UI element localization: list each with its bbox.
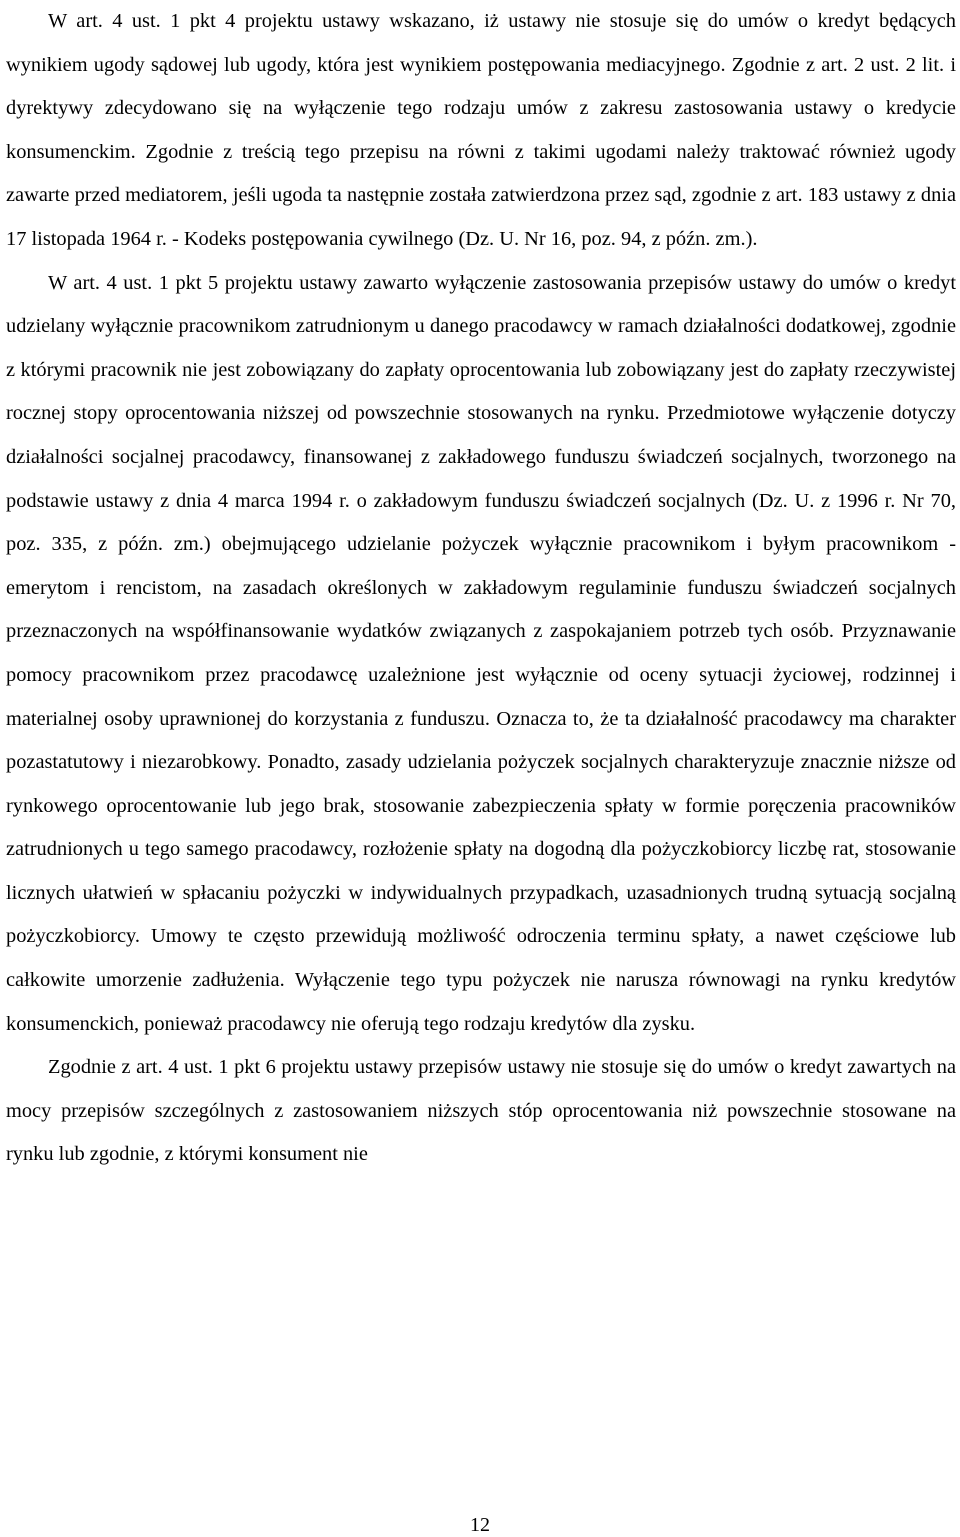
document-page xyxy=(6,0,956,1177)
paragraph-art4-pkt5: W art. 4 ust. 1 pkt 5 projektu ustawy zawarto wyłączenie zastosowania przepisów ustawy do umów o kredyt udzielany wyłącznie pracownikom zatrudnionym u danego pracodawcy w ramach działalności dodatkowej, zgodnie z którymi pracownik nie jest zobowiązany do zapłaty oprocentowania lub zobowiązany jest do zapłaty rzeczywistej rocznej stopy oprocentowania niższej od powszechnie stosowanych na rynku. Przedmiotowe wyłączenie dotyczy działalności socjalnej pracodawcy, finansowanej z zakładowego funduszu świadczeń socjalnych, tworzonego na podstawie ustawy z dnia 4 marca 1994 r. o zakładowym funduszu świadczeń socjalnych (Dz. U. z 1996 r. Nr 70, poz. 335, z późn. zm.) obejmującego udzielanie pożyczek wyłącznie pracownikom i byłym pracownikom - emerytom i rencistom, na zasadach określonych w zakładowym regulaminie funduszu świadczeń socjalnych przeznaczonych na współfinansowanie wydatków związanych z zaspokajaniem potrzeb tych osób. Przyznawanie pomocy pracownikom przez pracodawcę uzależnione jest wyłącznie od oceny sytuacji życiowej, rodzinnej i materialnej osoby uprawnionej do korzystania z funduszu. Oznacza to, że ta działalność pracodawcy ma charakter pozastatutowy i niezarobkowy. Ponadto, zasady udzielania pożyczek socjalnych charakteryzuje znacznie niższe od rynkowego oprocentowanie lub jego brak, stosowanie zabezpieczenia spłaty w formie poręczenia pracowników zatrudnionych u tego samego pracodawcy, rozłożenie spłaty na dogodną dla pożyczkobiorcy liczbę rat, stosowanie licznych ułatwień w spłacaniu pożyczki w indywidualnych przypadkach, uzasadnionych trudną sytuacją socjalną pożyczkobiorcy. Umowy te często przewidują możliwość odroczenia terminu spłaty, a nawet częściowe lub całkowite umorzenie zadłużenia. Wyłączenie tego typu pożyczek nie narusza równowagi na rynku kredytów konsumenckich, ponieważ pracodawcy nie oferują tego rodzaju kredytów dla zysku. xyxy=(6,271,956,1035)
paragraph-art4-pkt6: Zgodnie z art. 4 ust. 1 pkt 6 projektu ustawy przepisów ustawy nie stosuje się do umów o kredyt zawartych na mocy przepisów szczególnych z zastosowaniem niższych stóp oprocentowania niż powszechnie stosowane na rynku lub zgodnie, z którymi konsument nie xyxy=(6,1056,956,1166)
paragraph-art4-pkt4: W art. 4 ust. 1 pkt 4 projektu ustawy wskazano, iż ustawy nie stosuje się do umów o kredyt będących wynikiem ugody sądowej lub ugody, która jest wynikiem postępowania mediacyjnego. Zgodnie z art. 2 ust. 2 lit. i dyrektywy zdecydowano się na wyłączenie tego rodzaju umów z zakresu zastosowania ustawy o kredycie konsumenckim. Zgodnie z treścią tego przepisu na równi z takimi ugodami należy traktować również ugody zawarte przed mediatorem, jeśli ugoda ta następnie została zatwierdzona przez sąd, zgodnie z art. 183 ustawy z dnia 17 listopada 1964 r. - Kodeks postępowania cywilnego (Dz. U. Nr 16, poz. 94, z późn. zm.). xyxy=(6,10,956,250)
page-number: 12 xyxy=(470,1514,490,1536)
